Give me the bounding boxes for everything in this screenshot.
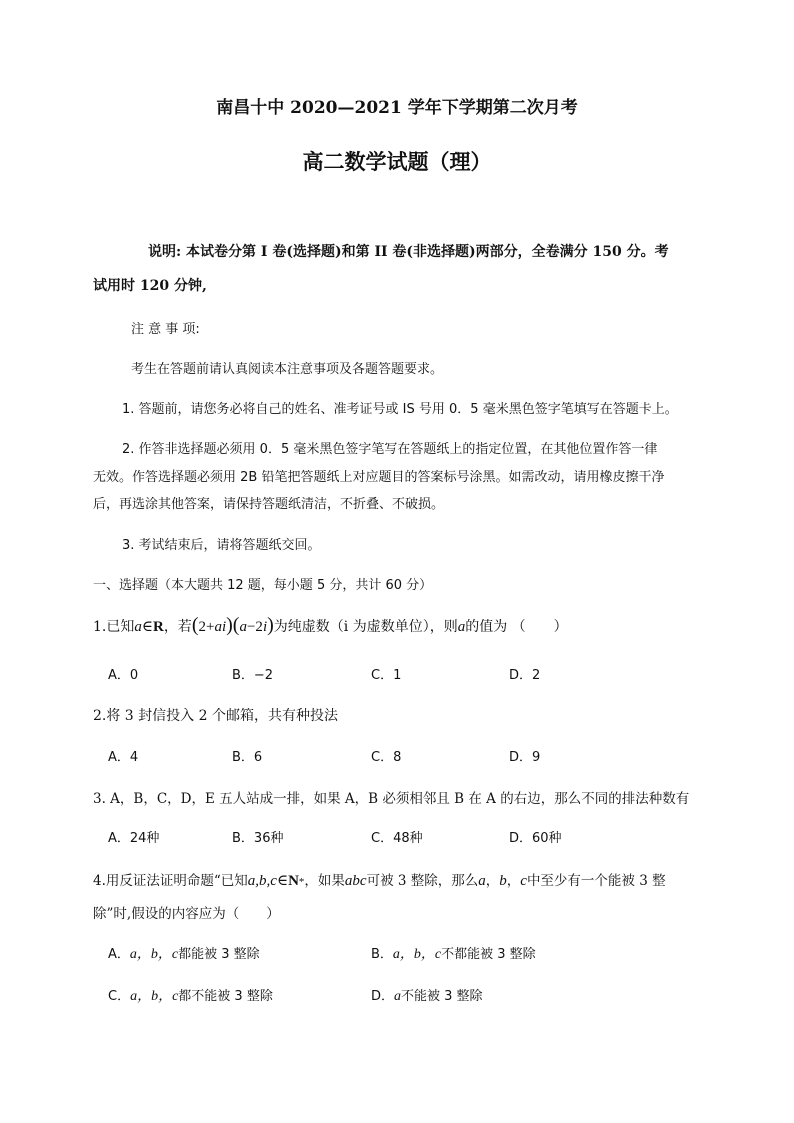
q3-option-c[interactable]: C．48种 — [371, 831, 423, 846]
q4-natural-set: N — [288, 873, 299, 889]
q4-sep-2: ， — [506, 873, 521, 889]
q4-c: c — [520, 873, 527, 889]
q4-option-b-text: 不都能被 3 整除 — [441, 947, 536, 962]
q2-option-d[interactable]: D．9 — [509, 750, 541, 765]
q1-option-a[interactable]: A．0 — [108, 668, 139, 683]
notice-item-2-line-1: 2. 作答非选择题必须用 0．5 毫米黑色签字笔写在答题纸上的指定位置，在其他位置作答一律 — [122, 442, 658, 457]
q4-option-c-label: C． — [108, 989, 131, 1004]
q4-option-a-text: 都能被 3 整除 — [178, 947, 260, 962]
q1-real-set: R — [152, 619, 164, 635]
intro-line-2: 试用时 120 分钟, — [93, 278, 207, 294]
q2-option-a[interactable]: A．4 — [108, 750, 139, 765]
q2-option-b[interactable]: B．6 — [232, 750, 263, 765]
q4-option-c[interactable] — [108, 985, 273, 1005]
notice-lead: 考生在答题前请认真阅读本注意事项及各题答题要求。 — [131, 362, 444, 377]
exam-subtitle: 高二数学试题（理） — [302, 149, 492, 174]
q1-tail: 的值为 （ ） — [465, 619, 568, 635]
q4-option-a-label: A． — [108, 947, 130, 962]
q4-in-symbol: ∈ — [276, 873, 289, 889]
q4-sep-1: ， — [485, 873, 500, 889]
q1-prefix: 1.已知 — [93, 619, 135, 635]
q4-option-b-label: B． — [371, 947, 393, 962]
question-4-stem-line-2: 除”时,假设的内容应为（ ） — [93, 906, 280, 922]
q1-two-plus: 2+ — [198, 619, 215, 635]
q1-in-symbol: ∈ — [141, 619, 153, 635]
question-4-stem-line-1 — [93, 869, 666, 890]
q2-option-c[interactable]: C．8 — [371, 750, 402, 765]
q4-option-d[interactable] — [371, 985, 483, 1005]
q4-a: a — [478, 873, 486, 889]
q4-option-d-label: D． — [371, 989, 395, 1004]
q4-rest: 可被 3 整除，那么 — [366, 873, 479, 889]
q4-option-d-var: a — [394, 989, 402, 1004]
q4-mid: ，如果 — [304, 873, 345, 889]
notice-item-3: 3. 考试结束后，请将答题纸交回。 — [122, 538, 321, 553]
q1-option-d[interactable]: D．2 — [509, 668, 541, 683]
notice-item-2-line-2: 无效。作答选择题必须用 2B 铅笔把答题纸上对应题目的答案标号涂黑。如需改动，请用橡皮擦干净 — [93, 470, 665, 485]
q1-paren-open: ( — [191, 614, 199, 636]
intro-line-1: 说明: 本试卷分第 I 卷(选择题)和第 II 卷(非选择题)两部分，全卷满分 150 分。考 — [148, 244, 669, 260]
q1-var-a: a — [134, 619, 142, 635]
question-3-stem: 3. A，B，C，D，E 五人站成一排，如果 A，B 必须相邻且 B 在 A 的右边，那么不同的排法种数有 — [93, 791, 690, 807]
q4-option-a[interactable] — [108, 943, 260, 963]
q4-tail: 中至少有一个能被 3 整 — [526, 873, 666, 889]
q1-ai: ai — [214, 619, 227, 635]
q4-vars: a,b,c — [247, 873, 277, 889]
exam-title: 南昌十中 2020—2021 学年下学期第二次月考 — [216, 98, 578, 118]
notice-item-1: 1. 答题前，请您务必将自己的姓名、准考证号或 IS 号用 0．5 毫米黑色签字笔填写在答题卡上。 — [122, 402, 678, 417]
q4-option-a-vars: a，b，c — [129, 947, 179, 962]
q1-var-a-2: a — [457, 619, 466, 635]
q1-paren-open-2: ( — [232, 614, 240, 636]
q4-b: b — [499, 873, 507, 889]
q1-option-b[interactable]: B．−2 — [232, 668, 274, 683]
q1-paren-close-2: ) — [267, 614, 274, 636]
q4-option-d-text: 不能被 3 整除 — [401, 989, 483, 1004]
q4-option-c-text: 都不能被 3 整除 — [178, 989, 273, 1004]
q3-option-d[interactable]: D．60种 — [509, 831, 562, 846]
section-heading: 一、选择题（本大题共 12 题，每小题 5 分，共计 60 分） — [93, 578, 433, 593]
q1-i: i — [262, 619, 268, 635]
question-2-stem: 2.将 3 封信投入 2 个邮箱，共有种投法 — [93, 708, 338, 724]
q4-option-c-vars: a，b，c — [130, 989, 179, 1004]
question-1-stem — [93, 614, 568, 637]
q1-after: 为纯虚数（i 为虚数单位），则 — [273, 619, 458, 635]
q1-paren-close: ) — [226, 614, 233, 636]
notice-item-2-line-3: 后，再选涂其他答案，请保持答题纸清洁，不折叠、不破损。 — [93, 497, 445, 512]
q1-minus-two: −2 — [246, 619, 263, 635]
q4-option-b-vars: a，b，c — [392, 947, 442, 962]
q4-abc: abc — [344, 873, 367, 889]
q4-prefix: 4.用反证法证明命题“已知 — [93, 873, 248, 889]
q3-option-a[interactable]: A．24种 — [108, 831, 160, 846]
q1-option-c[interactable]: C．1 — [371, 668, 402, 683]
q4-star: * — [298, 876, 305, 888]
q3-option-b[interactable]: B．36种 — [232, 831, 284, 846]
notice-heading: 注 意 事 项: — [131, 322, 200, 337]
q1-a: a — [239, 619, 247, 635]
q4-option-b[interactable] — [371, 943, 536, 963]
q1-mid: ，若 — [163, 619, 192, 635]
